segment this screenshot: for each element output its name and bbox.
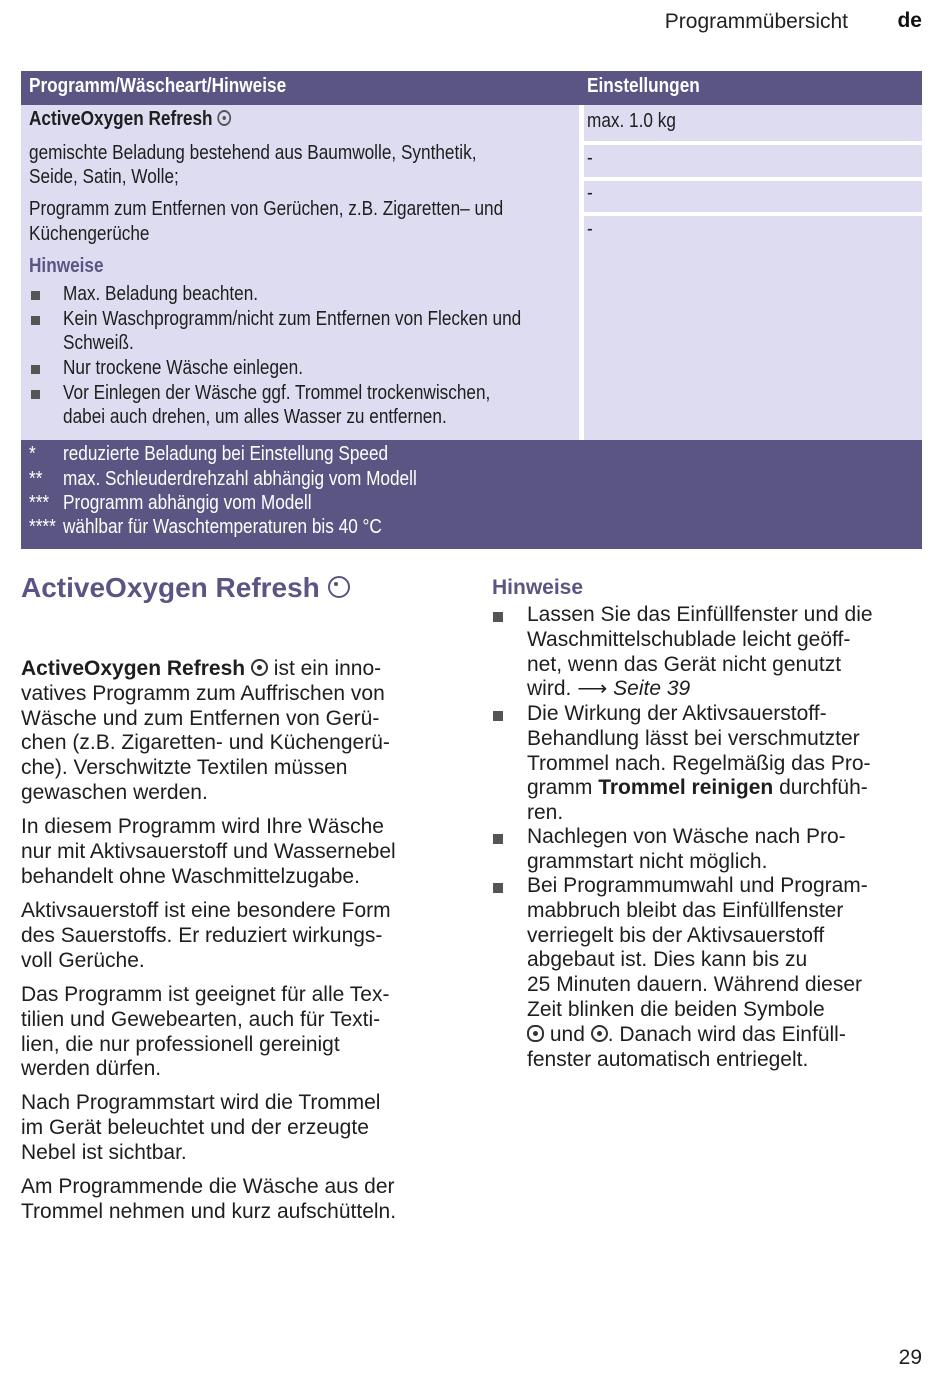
- refresh-symbol-icon: [591, 1025, 608, 1042]
- footnote-mark: *: [29, 443, 36, 465]
- footnote-mark: **: [29, 468, 43, 490]
- note-line: Kein Waschprogramm/nicht zum Entfernen von Flecken und: [63, 308, 522, 330]
- language-tag: de: [897, 9, 922, 32]
- paragraph: In diesem Programm wird Ihre Wäsche nur mit Aktivsauerstoff und Wassernebel behandelt ohne Waschmittelzugabe.: [21, 815, 396, 888]
- footnote-text: max. Schleuderdrehzahl abhängig vom Modell: [63, 468, 417, 490]
- note-item: Lassen Sie das Einfüllfenster und die Waschmittelschublade leicht geöff- net, wenn das Gerät nicht genutzt wird. ⟶ Seite 39: [527, 603, 873, 701]
- paragraph: Das Programm ist geeignet für alle Tex- tilien und Gewebearten, auch für Texti- lien, die nur professionell gereinigt werden dürfen.: [21, 983, 390, 1081]
- column-header-program: Programm/Wäscheart/Hinweise: [29, 75, 287, 97]
- bullet-icon: [493, 711, 503, 721]
- table-footnotes: [21, 440, 922, 549]
- note-line: Schweiß.: [63, 332, 134, 354]
- note-item: Nachlegen von Wäsche nach Pro- grammstart nicht möglich.: [527, 825, 846, 873]
- footnote-text: reduzierte Beladung bei Einstellung Speed: [63, 443, 389, 465]
- refresh-symbol-icon: [328, 576, 350, 598]
- bullet-icon: [493, 612, 503, 622]
- note-item: Die Wirkung der Aktivsauerstoff- Behandlung lässt bei verschmutzter Trommel nach. Regelmäßig das Pro- gramm Trommel reinigen durchfüh- ren.: [527, 702, 871, 825]
- intro-paragraph: ActiveOxygen Refresh ist ein inno- vatives Programm zum Auffrischen von Wäsche und zum Entfernen von Gerü- chen (z.B. Zigaretten- und Küchengerü- che). Verschwitzte Textilen müssen gewaschen werden.: [21, 657, 390, 804]
- refresh-symbol-icon: [251, 659, 268, 676]
- note-line: dabei auch drehen, um alles Wasser zu entfernen.: [63, 406, 447, 428]
- note-line: Max. Beladung beachten.: [63, 283, 259, 305]
- running-header-title: Programmübersicht: [664, 10, 848, 33]
- bullet-icon: [31, 365, 40, 374]
- footnote-mark: ****: [29, 516, 56, 538]
- bullet-icon: [31, 390, 40, 399]
- program-name: ActiveOxygen Refresh: [29, 107, 231, 132]
- description-line: gemischte Beladung bestehend aus Baumwolle, Synthetik,: [29, 142, 477, 164]
- footnote-text: Programm abhängig vom Modell: [63, 492, 312, 514]
- paragraph: Aktivsauerstoff ist eine besondere Form des Sauerstoffs. Er reduziert wirkungs- voll Gerüche.: [21, 899, 391, 972]
- page-reference-link[interactable]: Seite 39: [613, 677, 691, 701]
- row-divider: [579, 141, 922, 145]
- notes-title: Hinweise: [29, 255, 104, 277]
- door-lock-symbol-icon: [527, 1025, 544, 1042]
- setting-value: -: [587, 218, 593, 240]
- arrow-right-icon: ⟶: [577, 677, 608, 701]
- page-number: 29: [898, 1346, 922, 1369]
- footnote-mark: ***: [29, 492, 50, 514]
- section-title: ActiveOxygen Refresh: [21, 572, 350, 604]
- bullet-icon: [31, 316, 40, 325]
- note-line: Vor Einlegen der Wäsche ggf. Trommel trockenwischen,: [63, 382, 491, 404]
- table-header-row: [21, 71, 922, 105]
- description-line: Programm zum Entfernen von Gerüchen, z.B. Zigaretten– und: [29, 198, 504, 220]
- column-header-settings: Einstellungen: [587, 75, 700, 97]
- bullet-icon: [31, 291, 40, 300]
- note-line: Nur trockene Wäsche einlegen.: [63, 357, 303, 379]
- row-divider: [579, 177, 922, 181]
- refresh-symbol-icon: [217, 110, 231, 126]
- row-divider: [579, 212, 922, 216]
- description-line: Seide, Satin, Wolle;: [29, 166, 179, 188]
- program-description-cell: [21, 105, 579, 474]
- description-line: Küchengerüche: [29, 223, 150, 245]
- paragraph: Nach Programmstart wird die Trommel im Gerät beleuchtet und der erzeugte Nebel ist sichtbar.: [21, 1091, 381, 1164]
- bullet-icon: [493, 834, 503, 844]
- settings-cell: [584, 105, 922, 474]
- program-table: [21, 71, 922, 549]
- bullet-icon: [493, 883, 503, 893]
- setting-value: -: [587, 182, 593, 204]
- setting-max-load: max. 1.0 kg: [587, 110, 676, 132]
- note-item: Bei Programmumwahl und Program- mabbruch bleibt das Einfüllfenster verriegelt bis der Aktivsauerstoff abgebaut ist. Dies kann bis zu 25 Minuten dauern. Während dieser Zeit blinken die beiden Symbole und . Danach wird das Einfüll- fenster automatisch entriegelt.: [527, 874, 868, 1071]
- hinweise-title: Hinweise: [492, 576, 584, 599]
- footnote-text: wählbar für Waschtemperaturen bis 40 °C: [63, 516, 382, 538]
- paragraph: Am Programmende die Wäsche aus der Trommel nehmen und kurz aufschütteln.: [21, 1175, 397, 1223]
- setting-value: -: [587, 147, 593, 169]
